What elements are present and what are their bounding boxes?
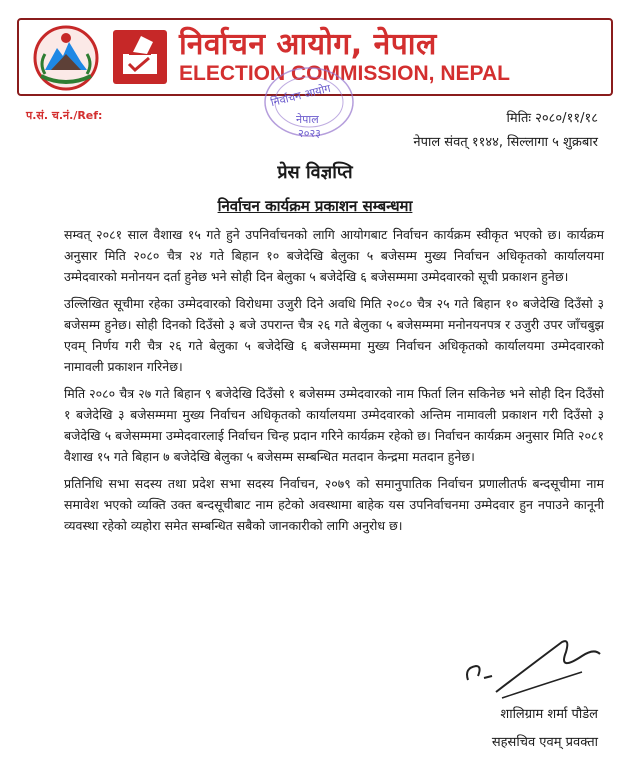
ballot-box-icon: [113, 30, 167, 84]
seal-year: २०२३: [298, 127, 321, 140]
signatory-name: शालिग्राम शर्मा पौडेल: [500, 707, 598, 722]
commission-title-english: ELECTION COMMISSION, NEPAL: [179, 62, 510, 85]
seal-place: नेपाल: [296, 113, 319, 126]
document-body: [64, 224, 604, 542]
reference-label: प.सं. च.नं./Ref:: [26, 109, 103, 122]
commission-title-nepali: निर्वाचन आयोग, नेपाल: [179, 27, 437, 62]
date-line: मितिः २०८०/११/१८: [506, 111, 598, 126]
paragraph-1: सम्वत् २०८१ साल वैशाख १५ गते हुने उपनिर्वाचनको लागि आयोगबाट निर्वाचन कार्यक्रम स्वीकृत भएको छ। कार्यक्रम अनुसार मिति २०८० चैत्र २४ गते बिहान १० बजेदेखि बेलुका ५ बजेसम्म मुख्य निर्वाचन अधिकृतको कार्यालयमा उम्मेदवारको मनोनयन दर्ता हुनेछ भने सोही दिन बेलुका ५ बजेदेखि ६ बजेसम्ममा उम्मेदवारको सूची प्रकाशन हुनेछ।: [64, 227, 604, 284]
nepal-emblem-icon: [31, 24, 101, 92]
paragraph-4: प्रतिनिधि सभा सदस्य तथा प्रदेश सभा सदस्य निर्वाचन, २०७९ को समानुपातिक निर्वाचन प्रणालीतर्फ बन्दसूचीमा नाम समावेश भएको व्यक्ति उक्त बन्दसूचीबाट नाम हटेको अवस्थामा बाहेक यस उपनिर्वाचनमा उम्मेदवार हुन नपाउने कानूनी व्यवस्था रहेको व्यहोरा समेत सम्बन्धित सबैको जानकारीको लागि अनुरोध छ।: [64, 476, 604, 533]
nepal-samvat-date: नेपाल संवत् ११४४, सिल्लागा ५ शुक्रबार: [413, 135, 598, 150]
press-release-title: प्रेस विज्ञप्ति: [277, 162, 353, 183]
signatory-role: सहसचिव एवम् प्रवक्ता: [491, 735, 598, 750]
ballot-box-logo: [113, 30, 167, 84]
subject-line: निर्वाचन कार्यक्रम प्रकाशन सम्बन्धमा: [217, 197, 413, 215]
paragraph-2: उल्लिखित सूचीमा रहेका उम्मेदवारको विरोधमा उजुरी दिने अवधि मिति २०८० चैत्र २५ गते बिहान १० बजेदेखि दिउँसो ३ बजेसम्म हुनेछ। सोही दिनको दिउँसो ३ बजे उपरान्त चैत्र २६ गते बेलुका ५ बजेसम्ममा मनोनयनपत्र र उजुरी उपर जाँचबुझ एवम् निर्णय गरी चैत्र २६ गते बेलुका ५ बजेदेखि ६ बजेसम्ममा मुख्य निर्वाचन अधिकृतको कार्यालयमा उम्मेदवारको नामावली प्रकाशन गरिनेछ।: [64, 296, 604, 374]
handwritten-signature-icon: [462, 632, 602, 706]
paragraph-3: मिति २०८० चैत्र २७ गते बिहान ९ बजेदेखि दिउँसो १ बजेसम्म उम्मेदवारको नाम फिर्ता लिन सकिनेछ भने सोही दिन दिउँसो १ बजेदेखि ३ बजेसम्ममा मुख्य निर्वाचन अधिकृतको कार्यालयमा उम्मेदवारको अन्तिम नामावली प्रकाशन गरी दिउँसो ३ बजेदेखि ५ बजेसम्ममा उम्मेदवारलाई निर्वाचन चिन्ह प्रदान गरिने कार्यक्रम रहेको छ। निर्वाचन कार्यक्रम अनुसार मिति २०८१ वैशाख १५ गते बिहान ७ बजेदेखि बेलुका ५ बजेसम्म सम्बन्धित मतदान केन्द्रमा मतदान हुनेछ।: [64, 386, 604, 464]
seal-text: निर्वाचन आयोग: [269, 81, 332, 110]
